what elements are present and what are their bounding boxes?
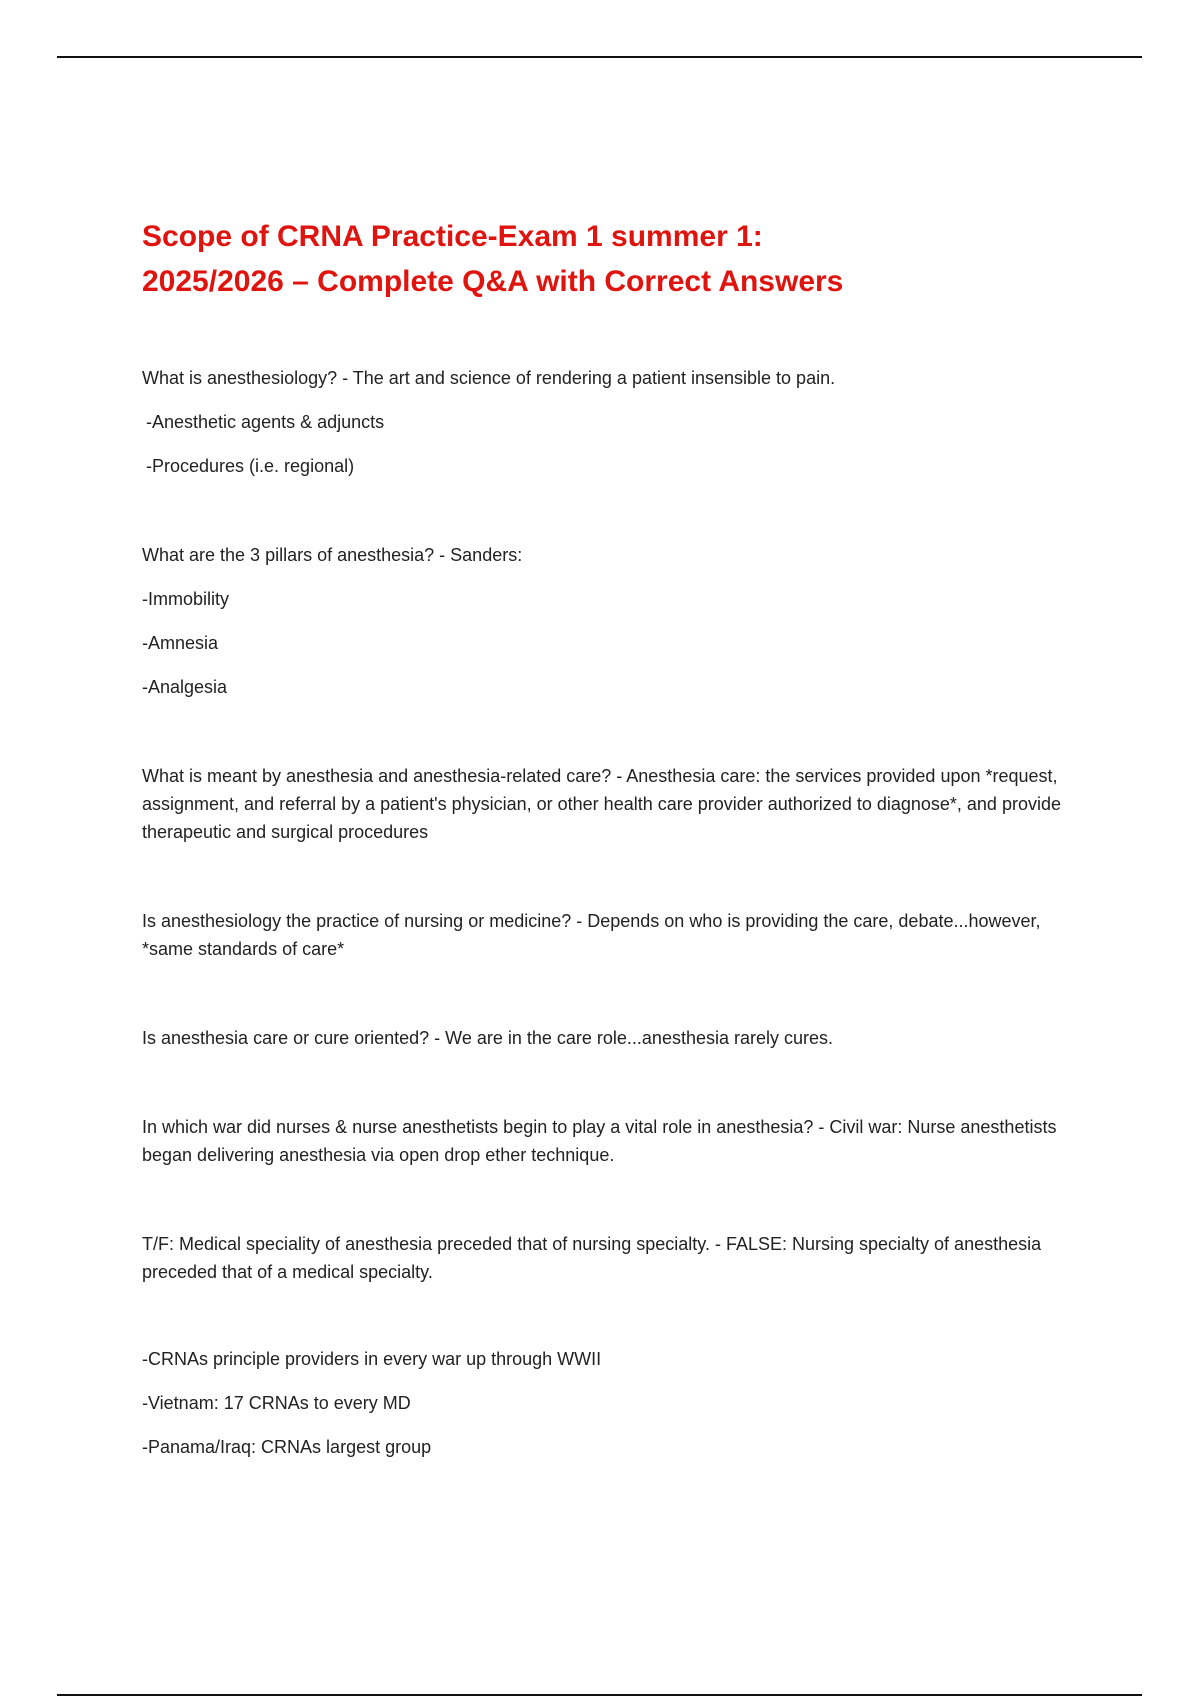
qa-detail: -Procedures (i.e. regional) [146,456,355,476]
qa-detail: -Analgesia [142,677,228,697]
qa-detail: -Amnesia [142,633,219,653]
qa-item-nursing-or-medicine: Is anesthesiology the practice of nursing or medicine? - Depends on who is providing the care, debate...however, *same standards of care* [142,911,1041,959]
qa-detail: -Anesthetic agents & adjuncts [146,412,385,432]
document-title [142,214,1072,304]
qa-detail: -Immobility [142,589,230,609]
qa-item-war: In which war did nurses & nurse anesthetists begin to play a vital role in anesthesia? - Civil war: Nurse anesthetists began delivering anesthesia via open drop ether technique. [142,1117,1057,1165]
bottom-rule [57,1694,1142,1696]
note-item: -CRNAs principle providers in every war up through WWII [142,1349,602,1369]
qa-item-anesthesia-care: What is meant by anesthesia and anesthesia-related care? - Anesthesia care: the services provided upon *request, assignment, and referral by a patient's physician, or other health care provider authorized to diagnose*, and provide therapeutic and surgical procedures [142,766,1061,842]
title-line-1: Scope of CRNA Practice-Exam 1 summer 1: [142,220,763,253]
top-rule [57,56,1142,58]
qa-item-care-or-cure: Is anesthesia care or cure oriented? - We are in the care role...anesthesia rarely cures. [142,1028,834,1048]
note-item: -Panama/Iraq: CRNAs largest group [142,1437,432,1457]
qa-item-true-false: T/F: Medical speciality of anesthesia preceded that of nursing specialty. - FALSE: Nursing specialty of anesthesia preceded that of a medical specialty. [142,1234,1042,1282]
title-line-2: 2025/2026 – Complete Q&A with Correct Answers [142,265,844,298]
qa-item-anesthesiology: What is anesthesiology? - The art and science of rendering a patient insensible to pain. [142,368,836,388]
note-item: -Vietnam: 17 CRNAs to every MD [142,1393,411,1413]
qa-item-pillars: What are the 3 pillars of anesthesia? - Sanders: [142,545,523,565]
